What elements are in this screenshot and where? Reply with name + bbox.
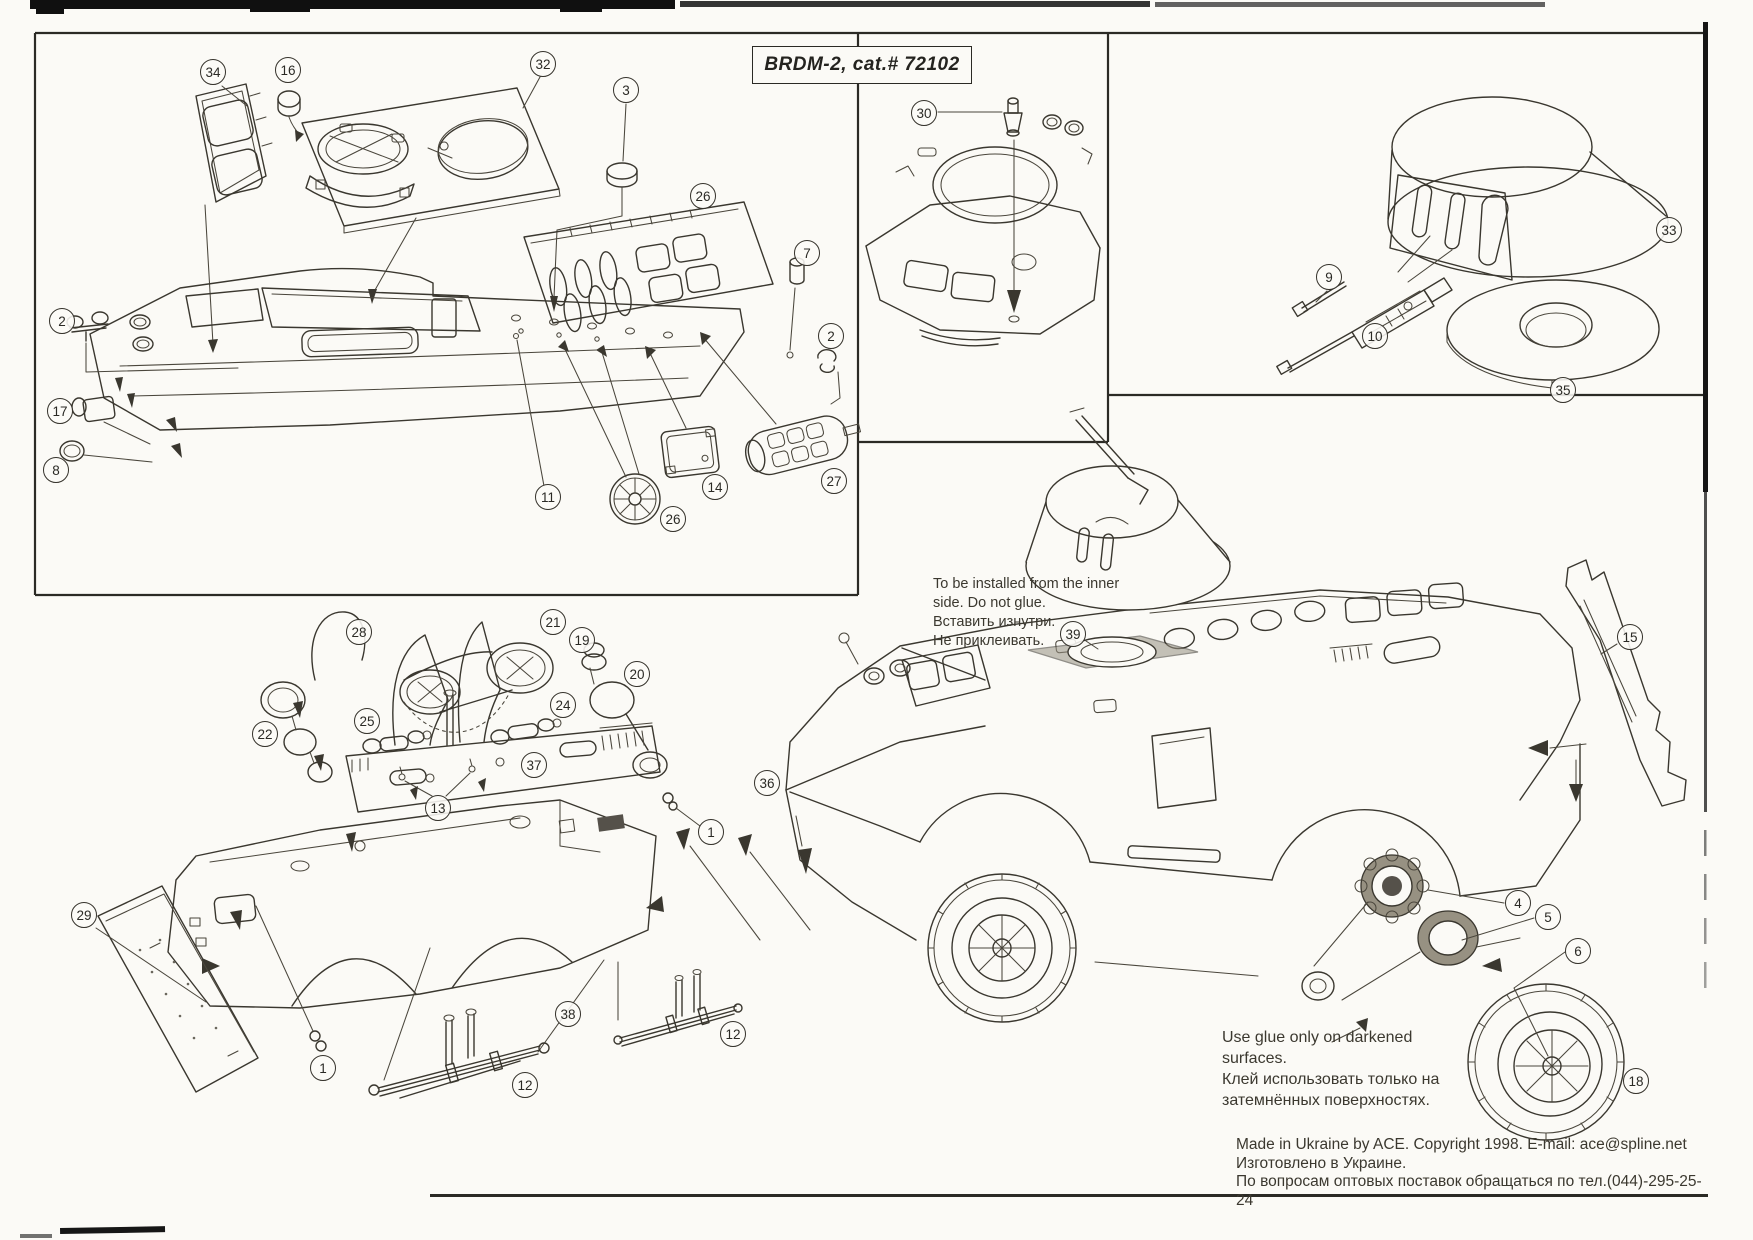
access-panel-part [661, 426, 720, 478]
turret-dome-part [1388, 97, 1668, 280]
lower-hull-tub [168, 800, 664, 1008]
antenna-base-part [787, 258, 840, 404]
front-wheel [928, 874, 1076, 1022]
callout-16: 16 [275, 57, 301, 83]
callout-20: 20 [624, 661, 650, 687]
engine-deck-part [524, 202, 773, 334]
belt-drive-parts [393, 622, 553, 745]
rear-hull-side-panel-part [1528, 560, 1686, 806]
turret-base-plate-part [1447, 280, 1659, 388]
callout-37: 37 [521, 752, 547, 778]
callout-25: 25 [354, 708, 380, 734]
callout-36: 36 [754, 770, 780, 796]
periscope-part [72, 396, 150, 444]
callout-7: 7 [794, 240, 820, 266]
callout-13: 13 [425, 795, 451, 821]
callout-3: 3 [613, 77, 639, 103]
wheel-hub-parts [1314, 849, 1534, 1042]
callout-27: 27 [821, 468, 847, 494]
callout-30: 30 [911, 100, 937, 126]
callout-34: 34 [200, 59, 226, 85]
kit-title-box [752, 46, 972, 84]
callout-28: 28 [346, 619, 372, 645]
clip-parts [256, 793, 700, 1051]
fan-part [558, 340, 660, 524]
axle-boot-right-part [582, 643, 667, 778]
footer-note [1236, 1136, 1711, 1210]
callout-2: 2 [818, 323, 844, 349]
footer-note-line: Made in Ukraine by ACE. Copyright 1998. E-mail: ace@spline.net [1236, 1136, 1687, 1153]
callout-17: 17 [47, 398, 73, 424]
callout-2: 2 [49, 308, 75, 334]
install-note [933, 575, 1143, 651]
footer-note-line: По вопросам оптовых поставок обращаться по тел.(044)-295-25-24 [1236, 1173, 1702, 1209]
callout-26: 26 [660, 506, 686, 532]
turret-ring-assembly [306, 124, 452, 207]
gun-barrel-part [1292, 282, 1346, 316]
callout-21: 21 [540, 609, 566, 635]
callout-11: 11 [535, 484, 561, 510]
callout-1: 1 [310, 1055, 336, 1081]
axle-boot-left-part [261, 682, 332, 782]
install-note-line: Не приклеивать. [933, 633, 1045, 649]
muffler-part [741, 408, 865, 479]
leaf-spring-parts [369, 948, 742, 1098]
chassis-exploded-view [96, 612, 810, 1098]
filler-cap-part [278, 91, 304, 142]
callout-29: 29 [71, 902, 97, 928]
callout-38: 38 [555, 1001, 581, 1027]
lamp-part [60, 441, 152, 462]
upper-hull-body [90, 269, 744, 458]
glue-note-line: Клей использовать только на [1222, 1071, 1440, 1088]
install-note-line: Вставить изнутри. [933, 614, 1056, 630]
callout-24: 24 [550, 692, 576, 718]
antenna-install-view [866, 98, 1100, 346]
callout-8: 8 [43, 457, 69, 483]
turret-dome-view [1277, 97, 1668, 388]
spare-wheel-part [1468, 952, 1624, 1140]
callout-14: 14 [702, 474, 728, 500]
glue-note-line: затемнённых поверхностях. [1222, 1092, 1430, 1109]
callout-22: 22 [252, 721, 278, 747]
callout-9: 9 [1316, 264, 1342, 290]
callout-6: 6 [1565, 938, 1591, 964]
frame-pin-leaders [399, 759, 486, 800]
pin-leader [514, 334, 545, 487]
callout-35: 35 [1550, 377, 1576, 403]
callout-18: 18 [1623, 1068, 1649, 1094]
tub-mount-arrows [676, 828, 810, 940]
callout-1: 1 [698, 819, 724, 845]
callout-10: 10 [1362, 323, 1388, 349]
callout-15: 15 [1617, 624, 1643, 650]
callout-39: 39 [1060, 621, 1086, 647]
install-note-line: side. Do not glue. [933, 595, 1046, 611]
small-cap-part [550, 104, 637, 312]
callout-19: 19 [569, 627, 595, 653]
callout-12: 12 [720, 1021, 746, 1047]
callout-12: 12 [512, 1072, 538, 1098]
callout-32: 32 [530, 51, 556, 77]
callout-4: 4 [1505, 890, 1531, 916]
upper-hull-exploded-view [60, 77, 865, 524]
callout-33: 33 [1656, 217, 1682, 243]
glue-note [1222, 1027, 1472, 1111]
panel-borders [35, 33, 1708, 1197]
callout-26: 26 [690, 183, 716, 209]
kit-title: BRDM-2, cat.# 72102 [764, 54, 960, 75]
wire-bracket-part [312, 612, 365, 680]
footer-note-line: Изготовлено в Украине. [1236, 1154, 1407, 1172]
antenna-part [938, 98, 1022, 322]
install-note-line: To be installed from the inner [933, 576, 1120, 592]
hull-top-view [866, 115, 1100, 346]
roof-plate-part [302, 77, 560, 304]
hatch-door-part [196, 84, 272, 353]
glue-note-line: Use glue only on darkened surfaces. [1222, 1029, 1413, 1067]
callout-5: 5 [1535, 904, 1561, 930]
